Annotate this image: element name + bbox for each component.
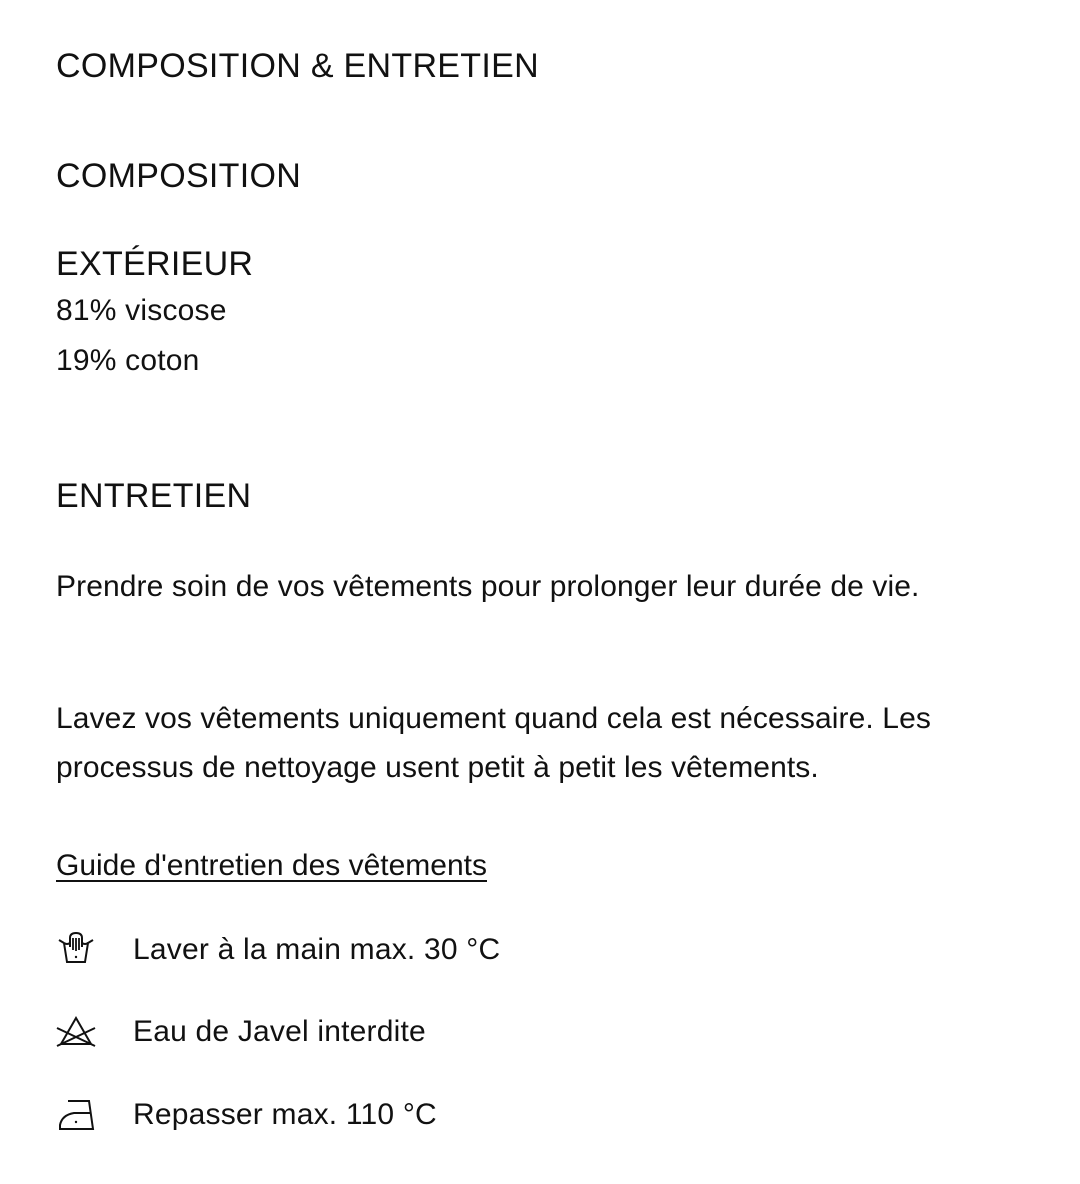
no-bleach-icon bbox=[56, 1012, 96, 1052]
care-paragraph: Lavez vos vêtements uniquement quand cela est nécessaire. Les processus de nettoyage usent petit à petit les vêtements. bbox=[56, 702, 931, 784]
care-instruction-label: Repasser max. 110 °C bbox=[133, 1098, 437, 1131]
care-instruction-iron bbox=[56, 1093, 437, 1137]
care-instruction-label: Eau de Javel interdite bbox=[133, 1015, 426, 1048]
iron-low-icon bbox=[56, 1095, 96, 1135]
composition-heading: COMPOSITION bbox=[56, 157, 302, 195]
care-instruction-label: Laver à la main max. 30 °C bbox=[133, 933, 501, 966]
care-guide-link[interactable]: Guide d'entretien des vêtements bbox=[56, 849, 487, 882]
care-instruction-no-bleach bbox=[56, 1010, 426, 1054]
page-title: COMPOSITION & ENTRETIEN bbox=[56, 47, 539, 85]
material-item: 81% viscose bbox=[56, 294, 227, 327]
care-paragraph: Prendre soin de vos vêtements pour prolonger leur durée de vie. bbox=[56, 570, 920, 603]
material-item: 19% coton bbox=[56, 344, 200, 377]
hand-wash-icon bbox=[56, 930, 96, 970]
exterior-label: EXTÉRIEUR bbox=[56, 245, 254, 283]
care-heading: ENTRETIEN bbox=[56, 477, 252, 515]
care-instruction-hand-wash bbox=[56, 928, 500, 972]
